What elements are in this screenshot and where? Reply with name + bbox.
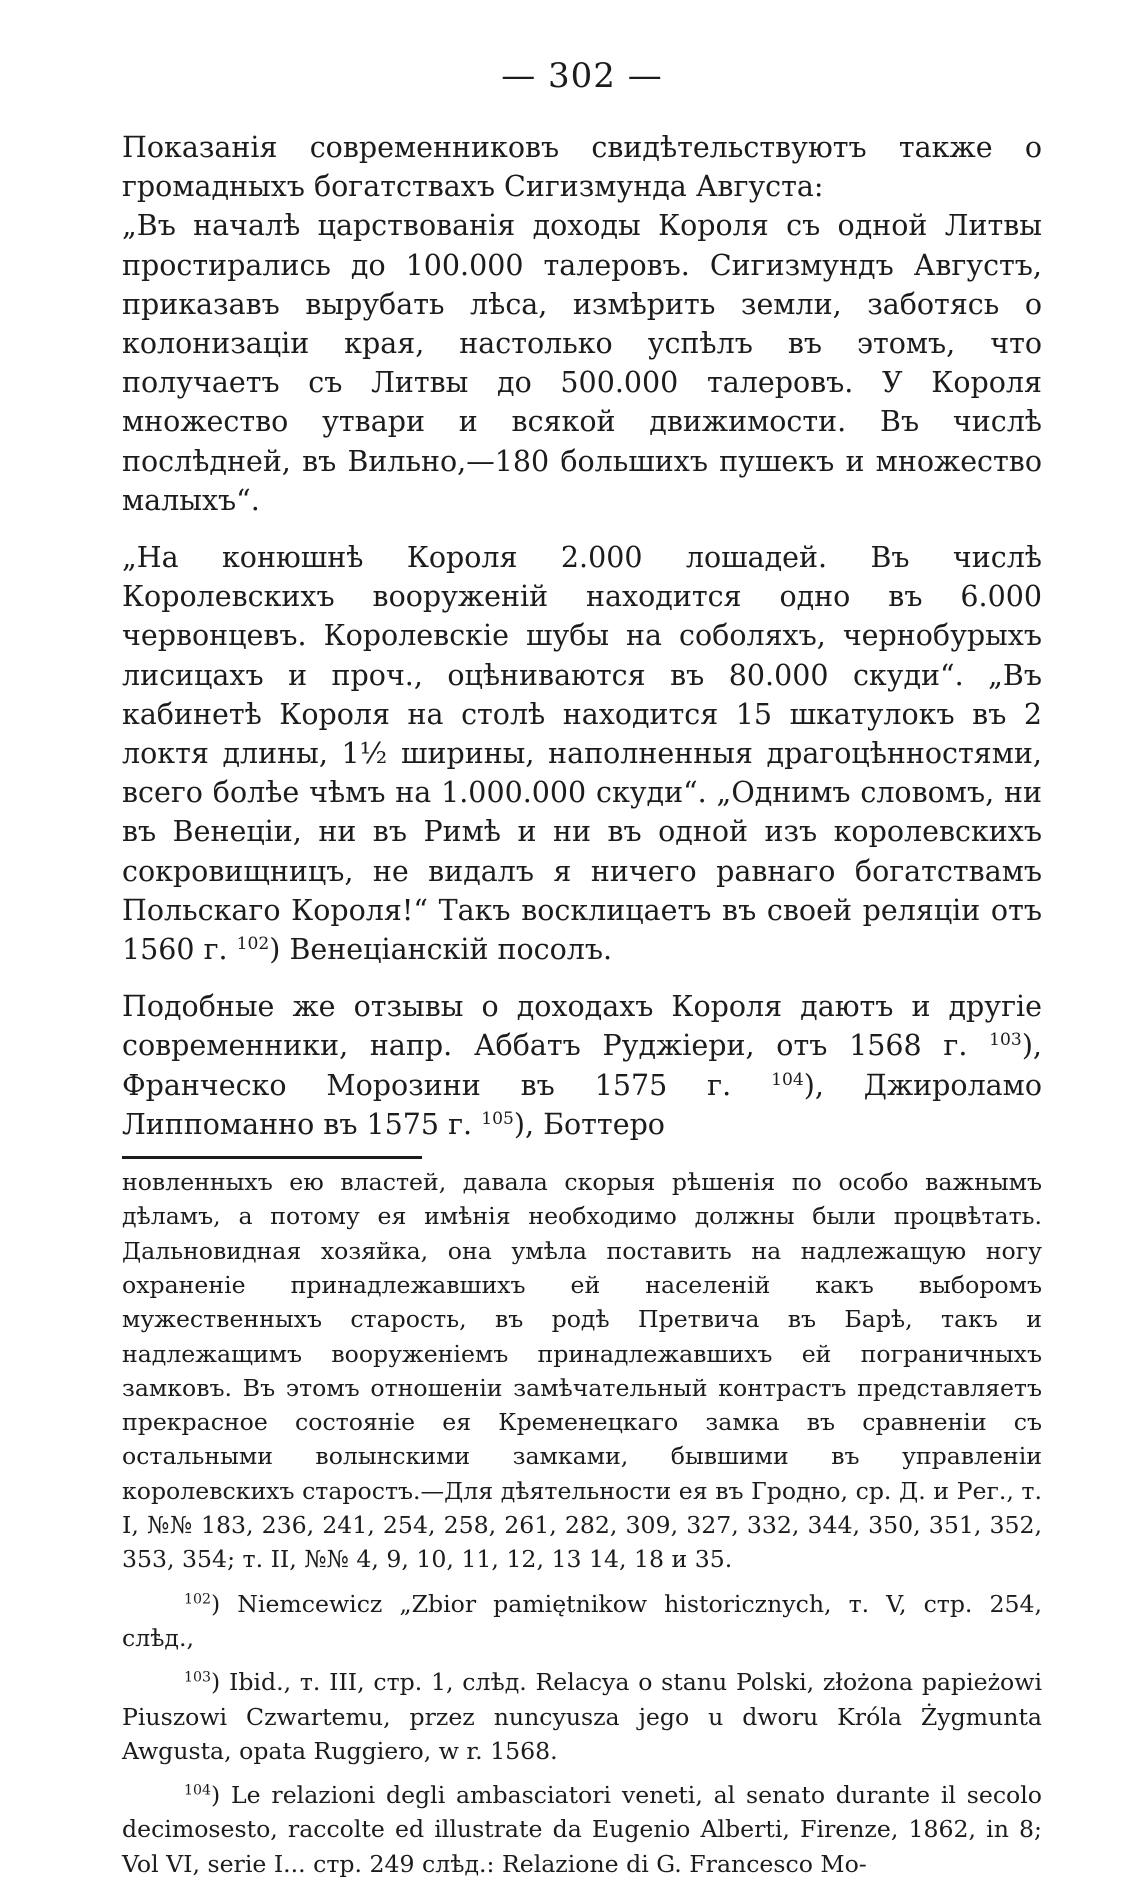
paragraph-3-text: „На конюшнѣ Короля 2.000 лошадей. Въ числѣ Королевскихъ вооруженій находится одно въ 6.000 червонцевъ. Королевскіе шубы на соболяхъ, чернобурыхъ лисицахъ и проч., оцѣниваются въ 80.000 скуди“. „Въ кабинетѣ Короля на столѣ находится 15 шкатулокъ въ 2 локтя длины, 1½ ширины, наполненныя драгоцѣнностями, всего болѣе чѣмъ на 1.000.000 скуди“. „Однимъ словомъ, ни въ Венеціи, ни въ Римѣ и ни въ одной изъ королевскихъ сокровищницъ, не видалъ я ничего равнаго богатствамъ Польскаго Короля!“ Такъ восклицаетъ въ своей реляціи отъ 1560 г. [122,541,1042,967]
footnote-ref-104[interactable]: 104 [771,1069,804,1090]
footnote-104 [122,1778,1042,1881]
footnote-102 [122,1587,1042,1656]
paragraph-1: Показанія современниковъ свидѣтельствуютъ также о громадныхъ богатствахъ Сигизмунда Августа: [122,131,1042,204]
paragraph-3-tail: ) Венеціанскій посолъ. [269,933,613,967]
footnote-103 [122,1665,1042,1768]
paragraph-4-tail: ), Боттеро [513,1107,665,1141]
footnote-divider [122,1156,422,1159]
paragraph-2-quote: „Въ началѣ царствованія доходы Короля съ одной Литвы простирались до 100.000 талеровъ. Сигизмундъ Августъ, приказавъ вырубать лѣса, измѣрить земли, заботясь о колонизаціи края, настолько успѣлъ въ этомъ, что получаетъ съ Литвы до 500.000 талеровъ. У Короля множество утвари и всякой движимости. Въ числѣ послѣдней, въ Вильно,—180 большихъ пушекъ и множество малыхъ“. [122,209,1042,517]
footnote-number-102: 102 [184,1591,212,1608]
footnotes [122,1165,1042,1881]
footnote-number-103: 103 [184,1669,212,1686]
footnote-ref-103[interactable]: 103 [989,1030,1022,1051]
paragraph-4-mid-2: ), Джироламо Липпоманно въ 1575 г. [122,1068,1042,1141]
page-number: — 302 — [501,56,663,96]
paragraph-4-text: Подобные же отзывы о доходахъ Короля даютъ и другіе современники, напр. Аббатъ Руджіери, отъ 1568 г. [122,990,1042,1063]
paragraph-4-mid-1: ), Франческо Морозини въ 1575 г. [122,1029,1042,1102]
main-text [122,128,1042,1144]
paragraph-3-quote [122,538,1042,969]
footnote-number-104: 104 [184,1782,212,1799]
paragraph-4 [122,987,1042,1144]
book-page [122,52,1042,1878]
footnote-ref-102[interactable]: 102 [236,933,270,954]
footnote-text-103: ) Ibid., т. III, стр. 1, слѣд. Relacya o stanu Polski, złożona papieżowi Piuszowi Czwartemu, przez nuncyusza jego u dworu Króla Żygmunta Awgusta, opata Ruggiero, w r. 1568. [122,1668,1042,1765]
footnote-ref-105[interactable]: 105 [481,1108,514,1129]
footnote-continuation: новленныхъ ею властей, давала скорыя рѣшенія по особо важнымъ дѣламъ, а потому ея имѣнія необходимо должны были процвѣтать. Дальновидная хозяйка, она умѣла поставить на надлежащую ногу охраненіе принадлежавшихъ ей населеній какъ выборомъ мужественныхъ старость, въ родѣ Претвича въ Барѣ, такъ и надлежащимъ вооруженіемъ принадлежавшихъ ей пограничныхъ замковъ. Въ этомъ отношеніи замѣчательный контрастъ представляетъ прекрасное состояніе ея Кременецкаго замка въ сравненіи съ остальными волынскими замками, бывшими въ управленіи королевскихъ старостъ.—Для дѣятельности ея въ Гродно, ср. Д. и Рег., т. I, №№ 183, 236, 241, 254, 258, 261, 282, 309, 327, 332, 344, 350, 351, 352, 353, 354; т. II, №№ 4, 9, 10, 11, 12, 13 14, 18 и 35. [122,1168,1042,1574]
footnote-text-104: ) Le relazioni degli ambasciatori veneti, al senato durante il secolo decimosesto, raccolte ed illustrate da Eugenio Alberti, Firenze, 1862, in 8; Vol VI, serie I... стр. 249 слѣд.: Relazione di G. Francesco Mo- [122,1781,1042,1878]
footnote-text-102: ) Niemcewicz „Zbior pamiętnikow historicznych, т. V, стр. 254, слѣд., [122,1589,1042,1652]
